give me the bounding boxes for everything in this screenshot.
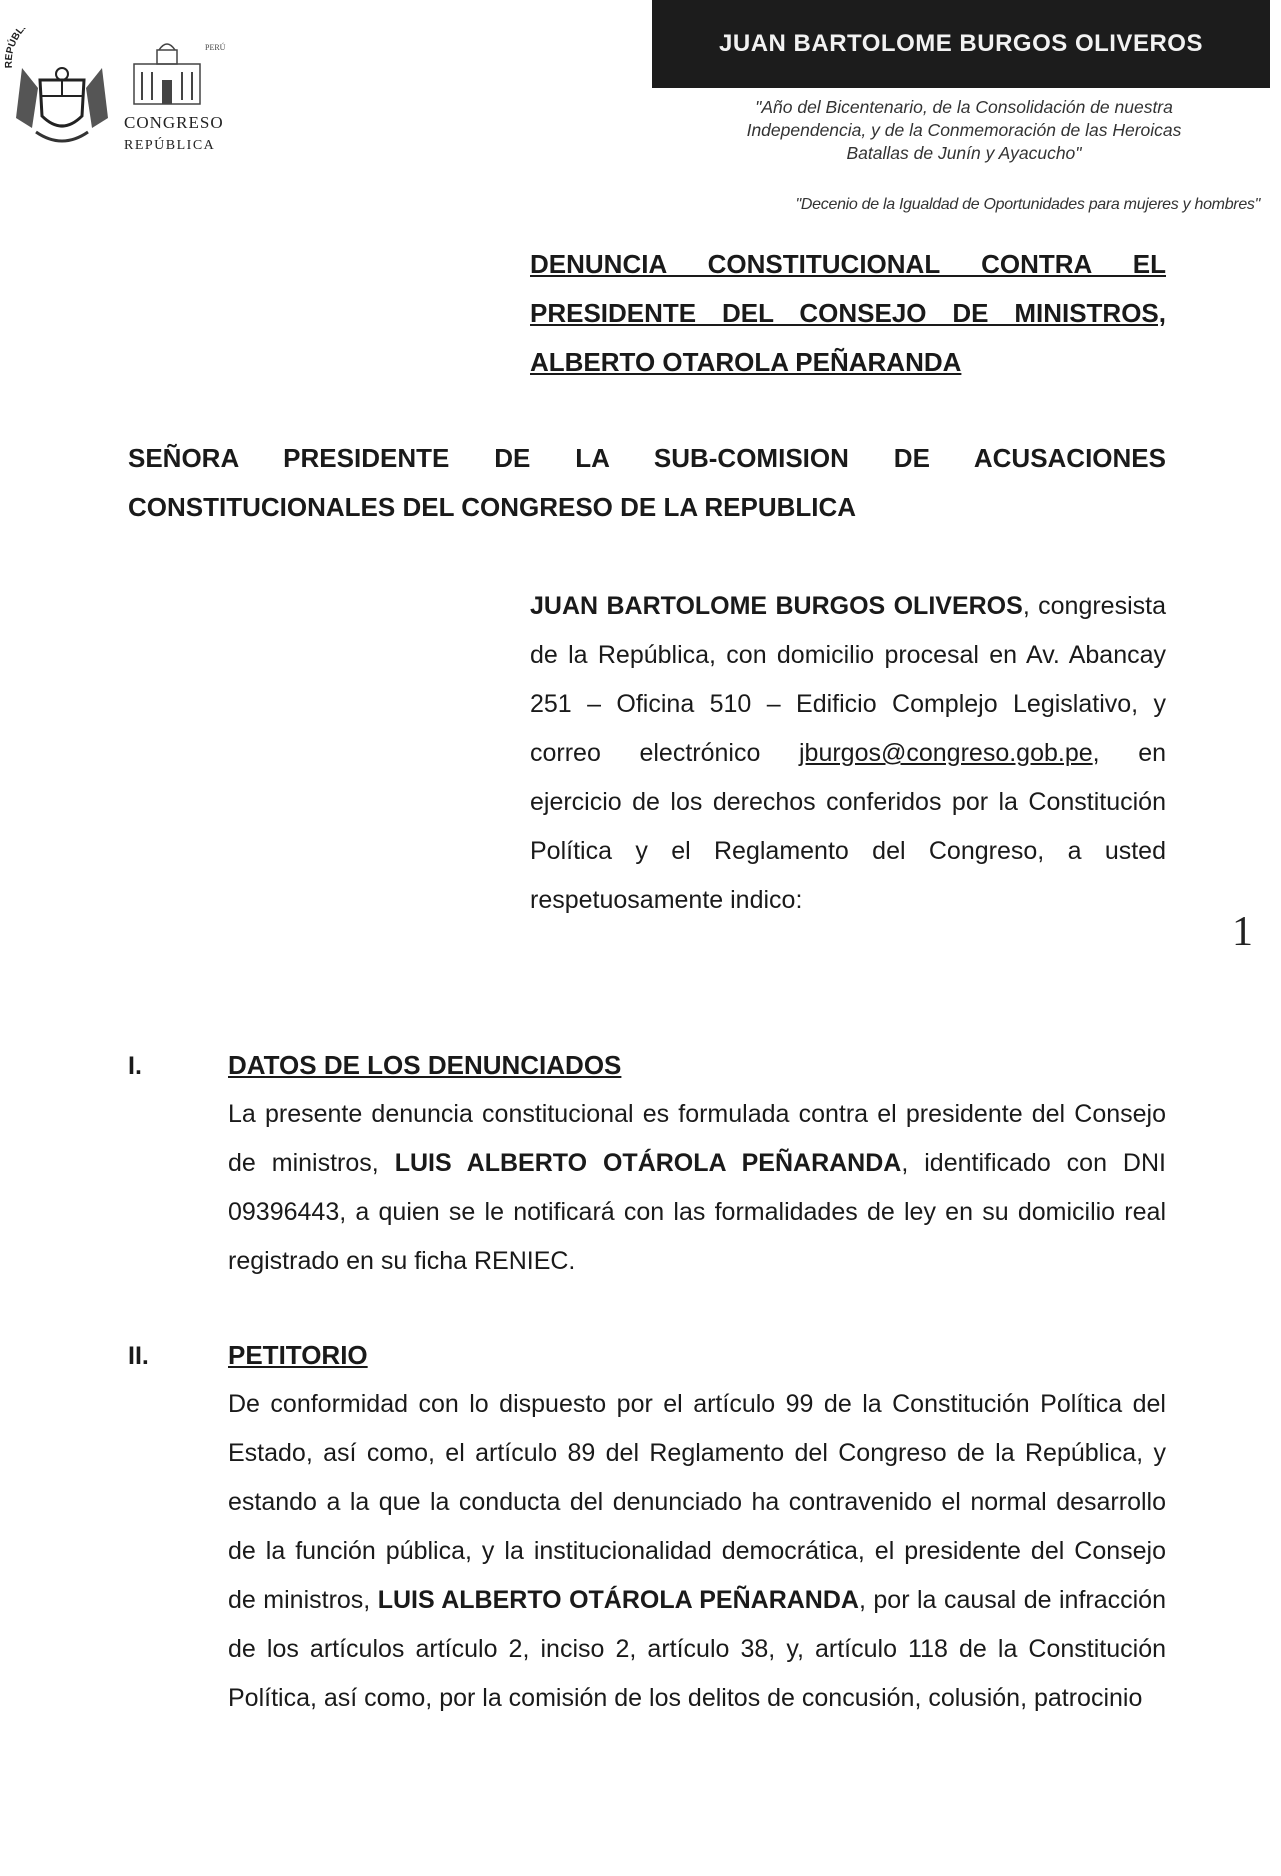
petitioner-name: JUAN BARTOLOME BURGOS OLIVEROS — [530, 592, 1023, 620]
title-line: DENUNCIA CONSTITUCIONAL CONTRA EL — [530, 249, 1166, 279]
year-motto — [680, 96, 1248, 165]
email-link[interactable]: jburgos@congreso.gob.pe — [799, 739, 1093, 767]
motto-line: "Año del Bicentenario, de la Consolidación de nuestra — [755, 97, 1173, 117]
section-number: I. — [128, 1052, 142, 1080]
section-text: La presente denuncia constitucional es formulada contra el presidente del Consejo de ministros, — [228, 1100, 1166, 1177]
petitioner-text: , congresista de la República, con domicilio procesal en Av. Abancay 251 – Oficina 510 – Edificio Complejo Legislativo, y correo electrónico — [530, 592, 1166, 767]
congress-logo — [2, 28, 242, 158]
motto-line: Batallas de Junín y Ayacucho" — [846, 143, 1082, 163]
section-heading: PETITORIO — [228, 1340, 368, 1370]
petitioner-text: , en ejercicio de los derechos conferidos por la Constitución Política y el Reglamento del Congreso, a usted respetuosamente indico: — [530, 739, 1167, 914]
petitioner-paragraph — [530, 582, 1166, 925]
author-name: JUAN BARTOLOME BURGOS OLIVEROS — [719, 30, 1203, 57]
title-line: PRESIDENTE DEL CONSEJO DE MINISTROS, — [530, 298, 1166, 328]
section-text: , por la causal de infracción de los artículos artículo 2, inciso 2, artículo 38, y, artículo 118 de la Constitución Política, así como, por la comisión de los delitos de concusión, colusión, patrocinio — [228, 1586, 1166, 1712]
salutation — [128, 434, 1166, 532]
section-text: , identificado con DNI 09396443, a quien se le notificará con las formalidades de ley en su domicilio real registrado en su ficha RENIEC. — [228, 1149, 1166, 1275]
salutation-line: SEÑORA PRESIDENTE DE LA SUB-COMISION DE ACUSACIONES — [128, 443, 1166, 473]
svg-text:REPÚBLICA DEL PERÚ — [4, 28, 93, 68]
author-name-bar — [652, 0, 1270, 88]
page-number: 1 — [1232, 909, 1253, 955]
section-heading: DATOS DE LOS DENUNCIADOS — [228, 1050, 622, 1080]
section-body — [228, 1090, 1166, 1286]
accused-name: LUIS ALBERTO OTÁROLA PEÑARANDA — [377, 1586, 859, 1614]
coat-of-arms-icon — [2, 28, 242, 158]
seal-text: REPÚBL — [3, 28, 27, 69]
section-text: De conformidad con lo dispuesto por el artículo 99 de la Constitución Política del Estado, así como, el artículo 89 del Reglamento del Congreso de la República, y estando a la que la conducta del denunciado ha contravenido el normal desarrollo de la función pública, y la institucionalidad democrática, el presidente del Consejo de ministros, — [228, 1390, 1166, 1614]
logo-line-republica: REPÚBLICA — [124, 138, 216, 153]
title-line: ALBERTO OTAROLA PEÑARANDA — [530, 347, 962, 377]
document-title — [530, 240, 1166, 387]
section-body — [228, 1380, 1166, 1723]
decenio-motto: "Decenio de la Igualdad de Oportunidades para mujeres y hombres" — [795, 196, 1260, 213]
accused-name: LUIS ALBERTO OTÁROLA PEÑARANDA — [394, 1149, 902, 1177]
logo-line-congreso: CONGRESO — [124, 113, 224, 132]
salutation-line: CONSTITUCIONALES DEL CONGRESO DE LA REPUBLICA — [128, 492, 857, 522]
motto-line: Independencia, y de la Conmemoración de las Heroicas — [746, 120, 1182, 140]
building-label: PERÚ — [205, 43, 226, 52]
section-number: II. — [128, 1342, 149, 1370]
